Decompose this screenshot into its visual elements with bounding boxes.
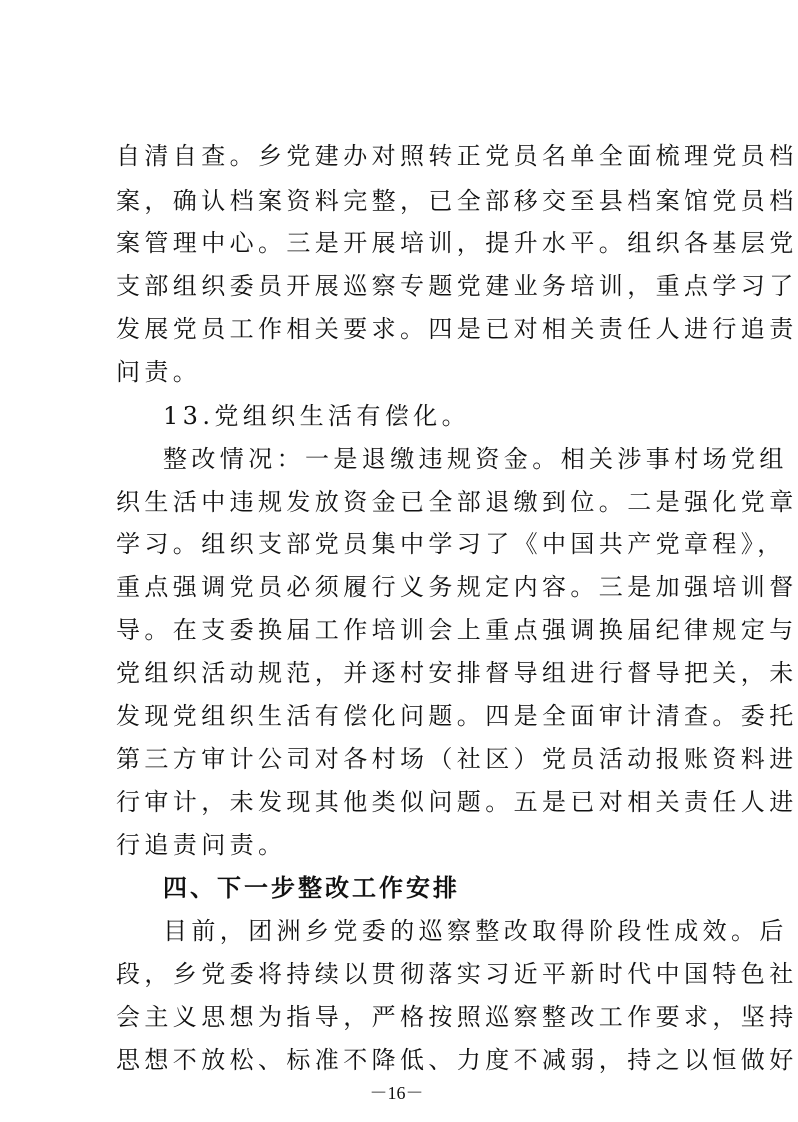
section-heading: 四、下一步整改工作安排 [163, 874, 460, 902]
page-number: －16－ [369, 1083, 424, 1103]
text-line: 会主义思想为指导，严格按照巡察整改工作要求，坚持 [116, 1003, 798, 1031]
text-line: 段，乡党委将持续以贯彻落实习近平新时代中国特色社 [116, 960, 798, 988]
text-line: 思想不放松、标准不降低、力度不减弱，持之以恒做好 [116, 1046, 798, 1074]
text-line: 行追责问责。 [116, 831, 287, 859]
text-line: 发展党员工作相关要求。四是已对相关责任人进行追责 [116, 315, 798, 343]
text-line: 学习。组织支部党员集中学习了《中国共产党章程》， [116, 530, 786, 558]
text-line: 行审计，未发现其他类似问题。五是已对相关责任人进 [116, 788, 798, 816]
section-item-title: 13.党组织生活有偿化。 [163, 402, 470, 430]
text-line: 自清自查。乡党建办对照转正党员名单全面梳理党员档 [116, 142, 798, 170]
text-line: 导。在支委换届工作培训会上重点强调换届纪律规定与 [116, 616, 798, 644]
text-line: 问责。 [116, 358, 202, 386]
text-line: 重点强调党员必须履行义务规定内容。三是加强培训督 [116, 573, 798, 601]
text-line: 发现党组织生活有偿化问题。四是全面审计清查。委托 [116, 702, 798, 730]
text-line: 支部组织委员开展巡察专题党建业务培训，重点学习了 [116, 272, 798, 300]
text-line: 案，确认档案资料完整，已全部移交至县档案馆党员档 [116, 187, 798, 215]
paragraph-start: 整改情况：一是退缴违规资金。相关涉事村场党组 [163, 445, 788, 473]
text-line: 党组织活动规范，并逐村安排督导组进行督导把关，未 [116, 659, 798, 687]
text-line: 案管理中心。三是开展培训，提升水平。组织各基层党 [116, 229, 798, 257]
text-line: 第三方审计公司对各村场（社区）党员活动报账资料进 [116, 745, 798, 773]
text-line: 织生活中违规发放资金已全部退缴到位。二是强化党章 [116, 488, 798, 516]
paragraph-start: 目前，团洲乡党委的巡察整改取得阶段性成效。后 [163, 917, 788, 945]
